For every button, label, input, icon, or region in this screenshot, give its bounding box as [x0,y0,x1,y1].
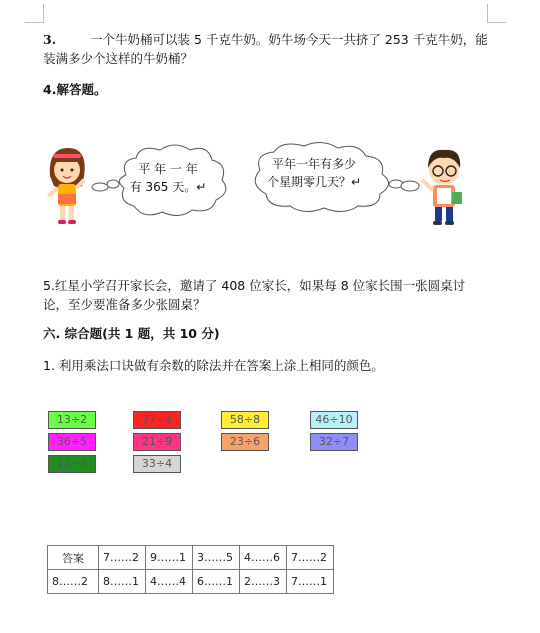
table-cell: 4……4 [146,570,193,594]
table-row [48,546,334,570]
right-cloud-line1: 平年一年有多少 [271,157,356,171]
question-3-line1: 一个牛奶桶可以装 5 千克牛奶。奶牛场今天一共挤了 253 千克牛奶，能 [90,32,488,47]
question-3 [43,30,488,49]
table-cell: 6……1 [193,570,240,594]
division-box-37-4: 37÷4 [133,411,181,429]
division-box-33-4: 33÷4 [133,455,181,473]
boy-icon [422,150,462,225]
table-cell: 3……5 [193,546,240,570]
division-box-23-6: 23÷6 [221,433,269,451]
question-5-line2: 论，至少要准备多少张圆桌？ [43,297,206,312]
table-cell: 2……3 [240,570,287,594]
table-cell: 答案 [48,546,99,570]
section-6-title: 六. 综合题(共 1 题，共 10 分) [43,326,220,341]
table-row [48,570,334,594]
left-cloud-line1: 平 年 一 年 [138,162,198,176]
division-box-46-10: 46÷10 [310,411,358,429]
division-box-58-8: 58÷8 [221,411,269,429]
question-3-number: 3. [43,32,57,47]
question-5-line1: 5.红星小学召开家长会，邀请了 408 位家长，如果每 8 位家长围一张圆桌讨 [43,278,466,293]
right-cloud-line2: 个星期零几天？↵ [266,175,362,189]
division-box-21-9: 21÷9 [133,433,181,451]
left-cloud-line2: 有 365 天。↵ [129,180,207,194]
girl-icon [48,148,85,224]
division-box-13-2: 13÷2 [48,411,96,429]
question-4-title: 4.解答题。 [43,82,107,97]
division-box-22-3: 22÷3 [48,455,96,473]
table-cell: 7……2 [99,546,146,570]
table-cell: 7……1 [287,570,334,594]
table-cell: 7……2 [287,546,334,570]
page-corner-mark-right [487,4,506,23]
answer-table [47,545,334,594]
table-cell: 4……6 [240,546,287,570]
right-cloud-text [264,155,364,191]
question-3-line2: 装满多少个这样的牛奶桶？ [43,51,194,66]
left-cloud-text [124,160,212,196]
table-cell: 8……2 [48,570,99,594]
question-6-1: 1. 利用乘法口诀做有余数的除法并在答案上涂上相同的颜色。 [43,358,384,373]
page-corner-mark-left [25,4,44,23]
table-cell: 8……1 [99,570,146,594]
division-box-32-7: 32÷7 [310,433,358,451]
table-cell: 9……1 [146,546,193,570]
division-box-36-5: 36÷5 [48,433,96,451]
